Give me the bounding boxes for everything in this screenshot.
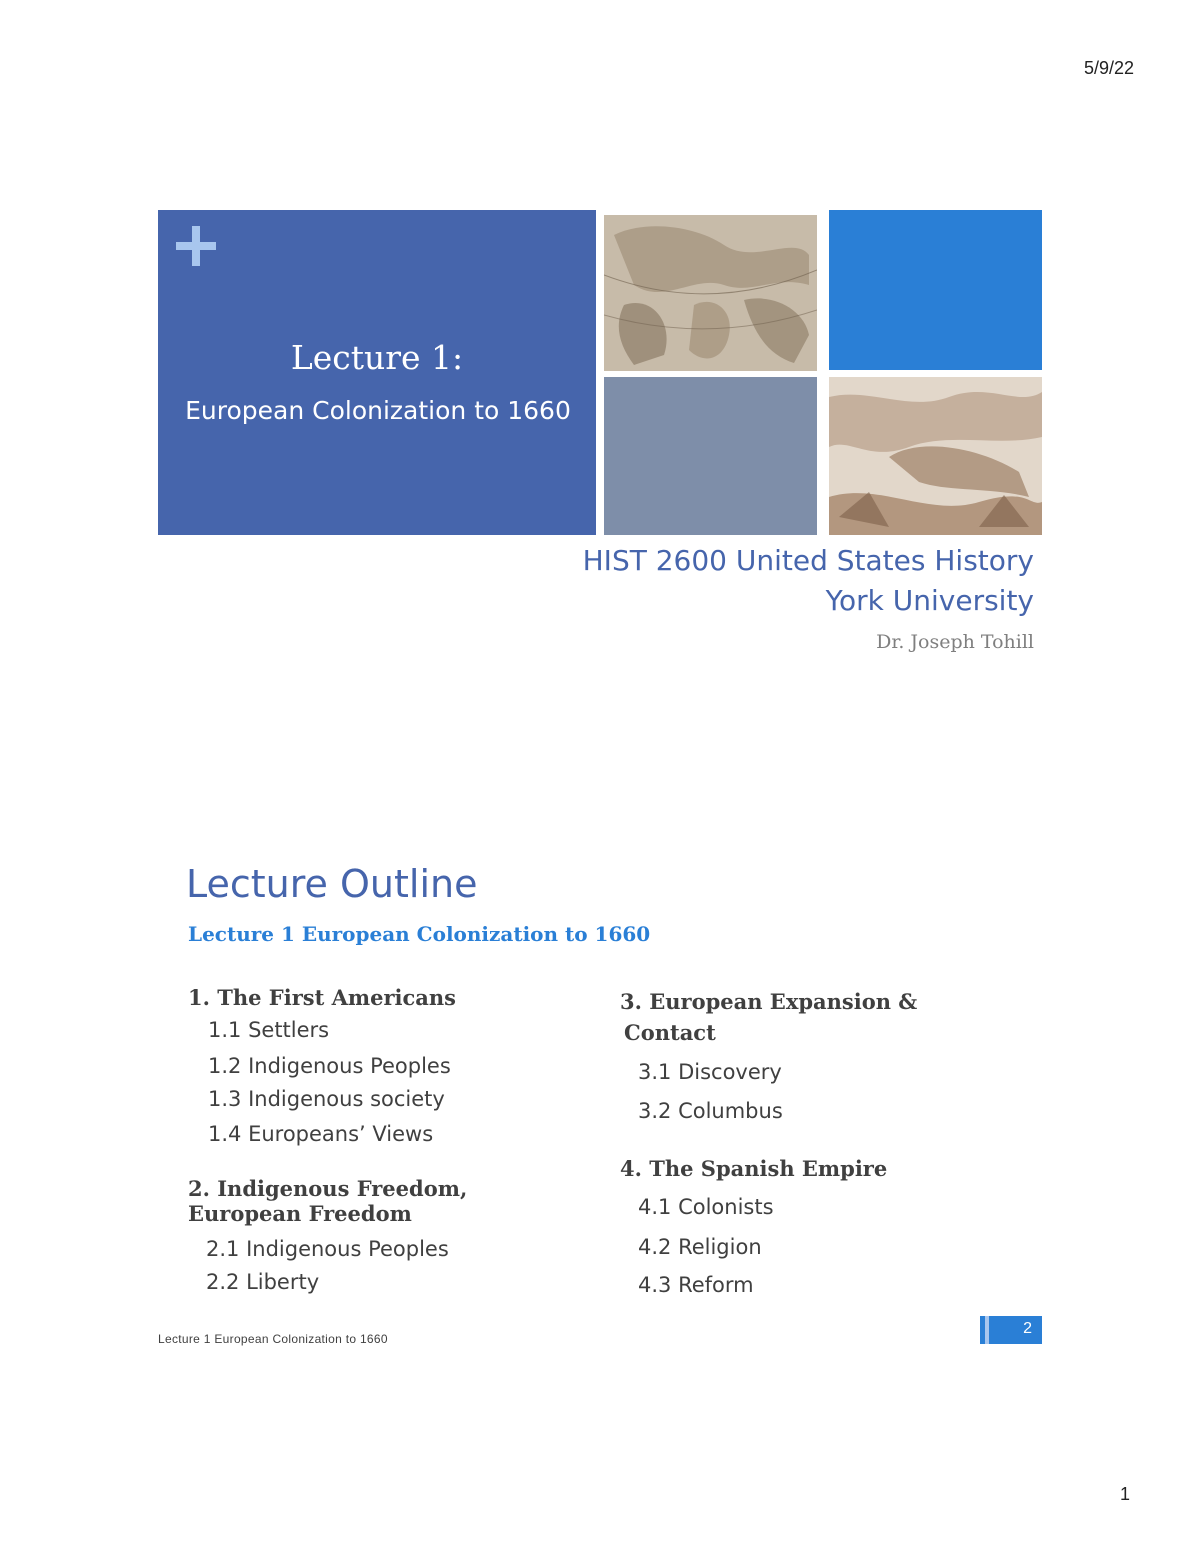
title-slide [158,210,1042,670]
section-heading: European Freedom [188,1201,412,1226]
list-item: 3.2 Columbus [638,1099,783,1123]
section-heading: 2. Indigenous Freedom, [188,1176,468,1201]
blue-tile [829,210,1042,370]
page-date: 5/9/22 [1083,58,1134,78]
list-item: 1.3 Indigenous society [208,1087,445,1111]
outline-subtitle: Lecture 1 European Colonization to 1660 [188,922,651,946]
slide-footer: Lecture 1 European Colonization to 1660 [158,1332,388,1346]
list-item: 2.1 Indigenous Peoples [206,1237,449,1261]
list-item: 2.2 Liberty [206,1270,320,1294]
slide-number-badge [980,1316,1042,1344]
section-heading: 1. The First Americans [188,985,456,1010]
outline-title: Lecture Outline [186,862,478,906]
instructor-name: Dr. Joseph Tohill [876,631,1034,653]
page-number: 1 [1119,1484,1130,1504]
list-item: 4.2 Religion [638,1235,762,1259]
world-map-image [604,215,817,371]
university-name: York University [825,584,1034,617]
slide-number: 2 [1023,1320,1032,1337]
list-item: 4.1 Colonists [638,1195,774,1219]
engraving-image [829,377,1042,535]
title-panel [158,210,596,535]
list-item: 1.2 Indigenous Peoples [208,1054,451,1078]
plus-icon [176,226,216,266]
section-heading: 3. European Expansion & [620,989,918,1014]
list-item: 1.1 Settlers [208,1018,330,1042]
grey-tile [604,377,817,535]
outline-slide [158,858,1042,1358]
lecture-subtitle: European Colonization to 1660 [185,396,571,425]
list-item: 4.3 Reform [638,1273,754,1297]
lecture-title: Lecture 1: [290,338,464,377]
list-item: 1.4 Europeans’ Views [208,1122,434,1146]
course-title: HIST 2600 United States History [582,544,1034,577]
section-heading: Contact [624,1020,716,1045]
section-heading: 4. The Spanish Empire [620,1156,888,1181]
list-item: 3.1 Discovery [638,1060,782,1084]
